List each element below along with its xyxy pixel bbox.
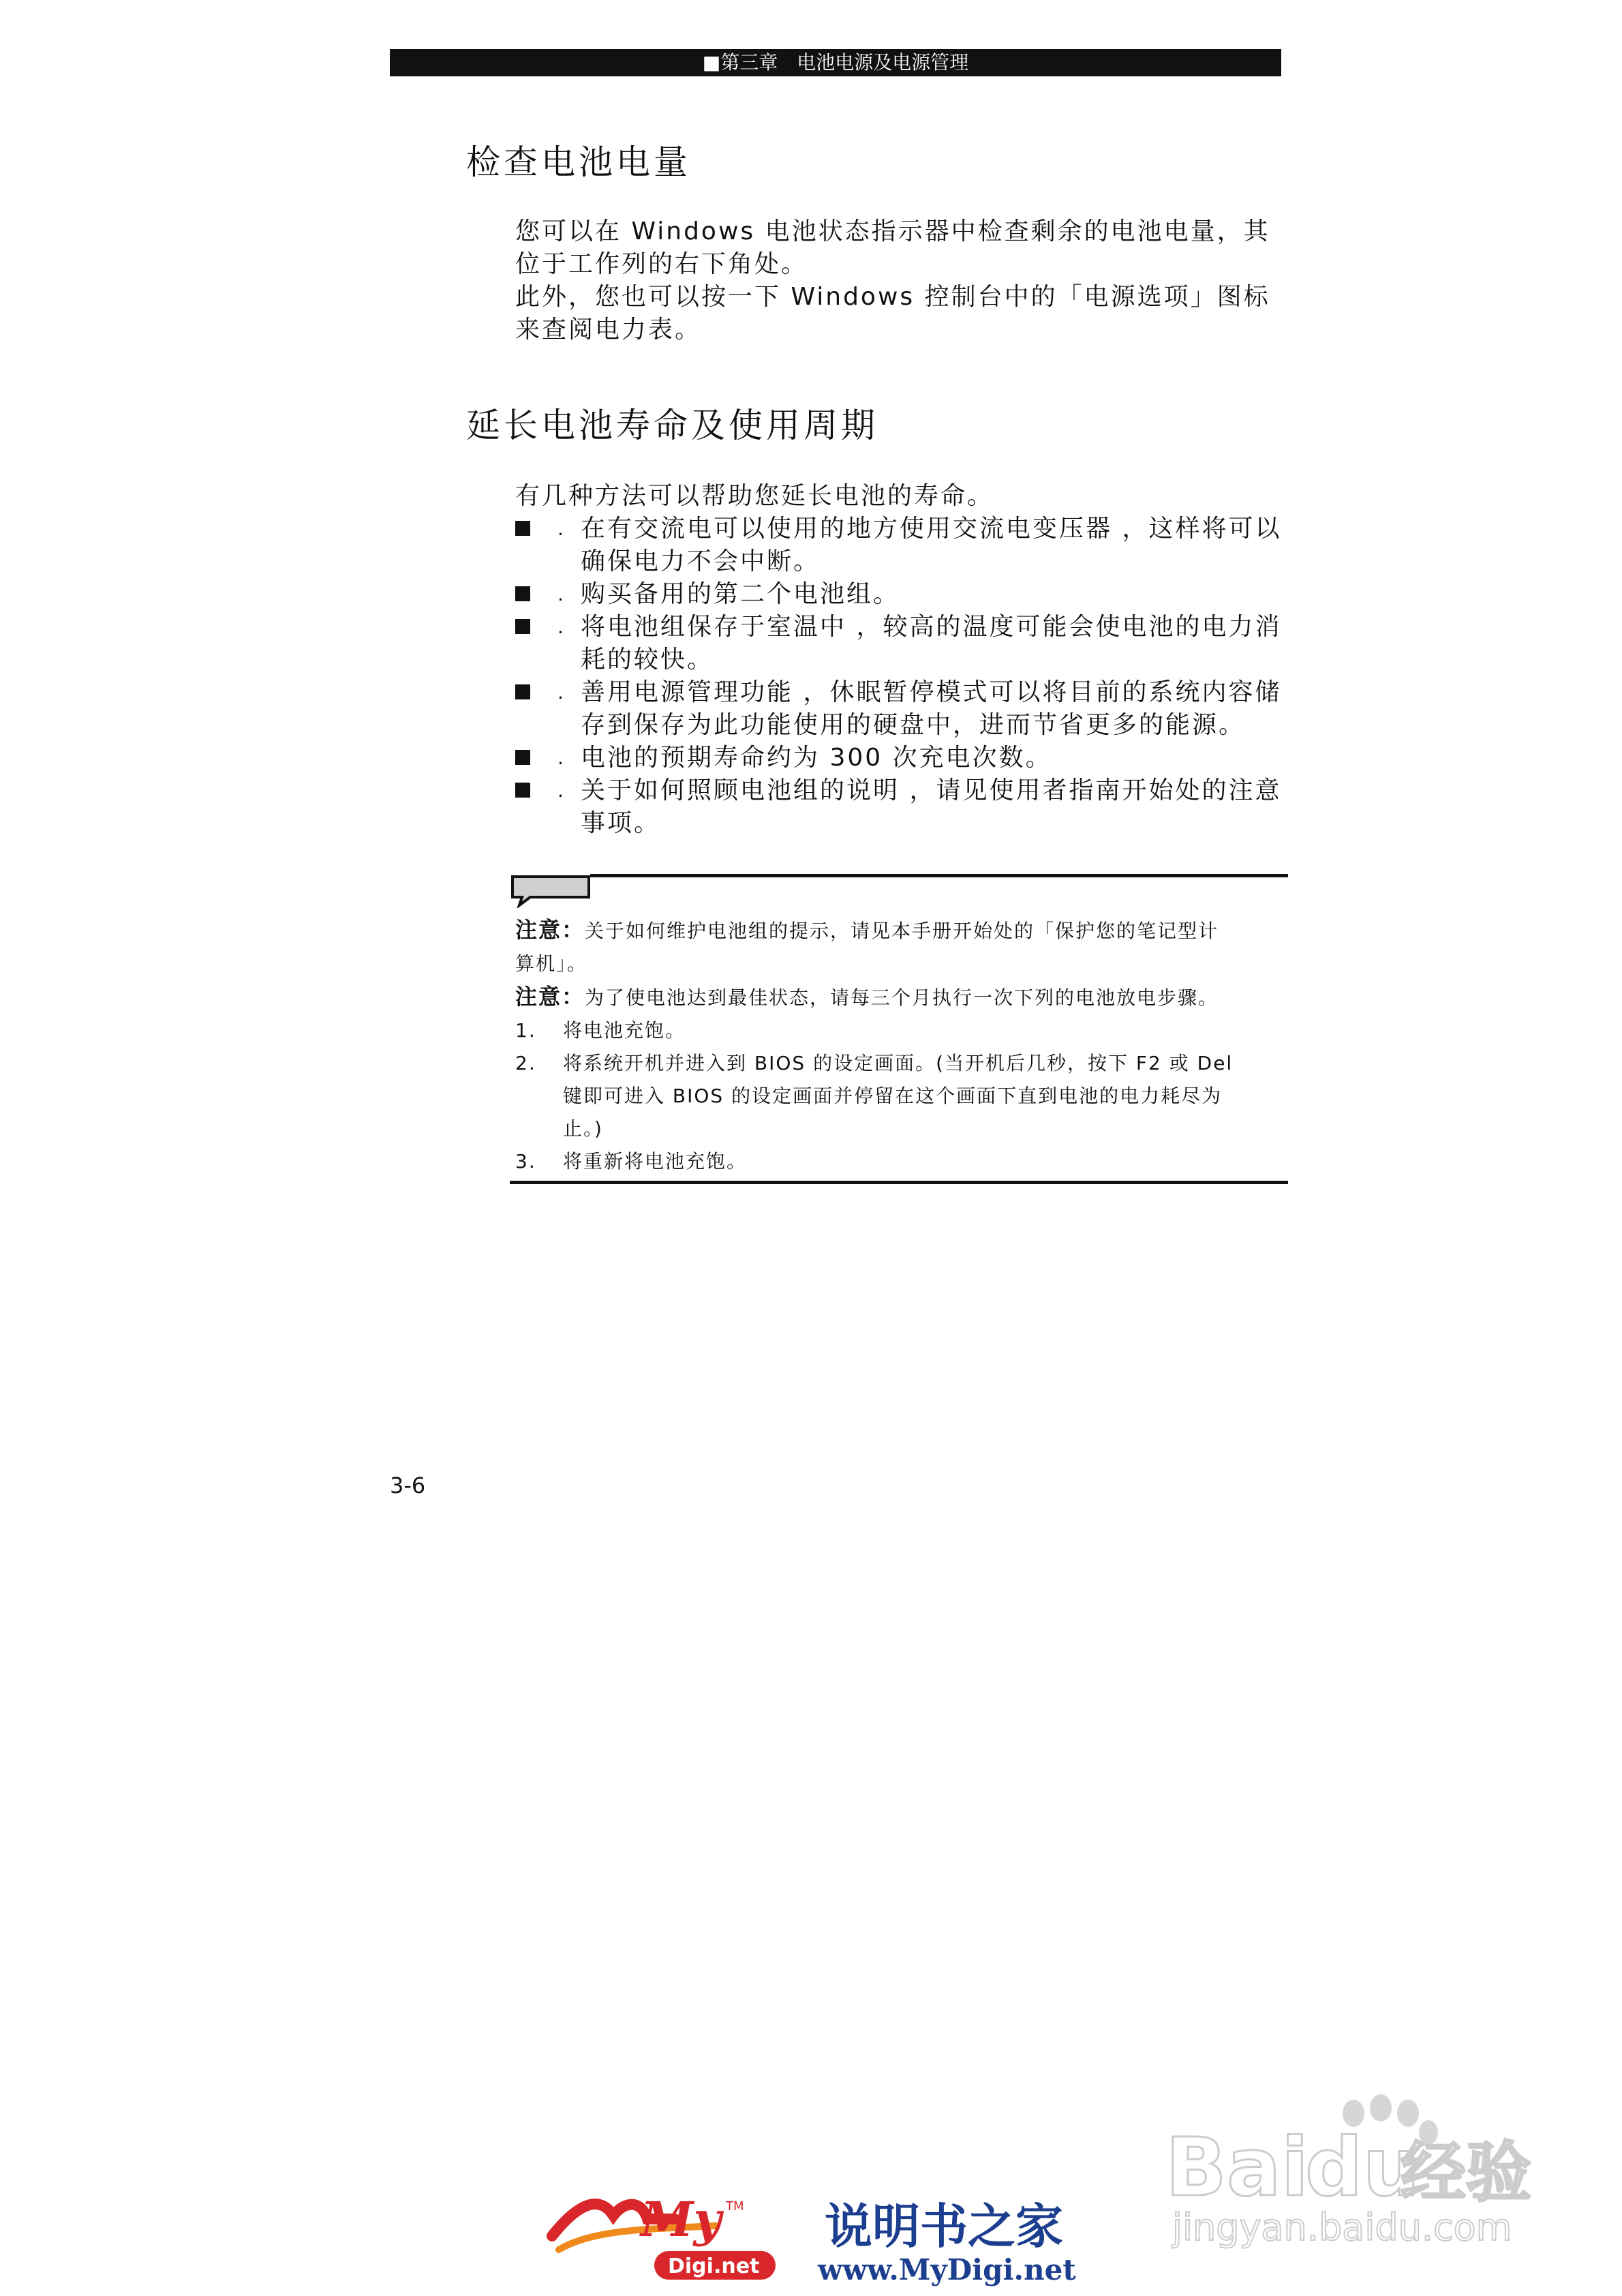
site-url: www.MyDigi.net (818, 2253, 1076, 2286)
step-number: 3. (515, 1150, 536, 1173)
list-item-text: 善用电源管理功能 ，休眠暂停模式可以将目前的系统内容储 (581, 678, 1282, 706)
list-item (515, 742, 1285, 774)
list-item-text: 存到保存为此功能使用的硬盘中，进而节省更多的能源。 (581, 711, 1246, 739)
paragraph-line: 此外，您也可以按一下 Windows 控制台中的「电源选项」图标 (515, 283, 1270, 311)
discharge-step (515, 1145, 1285, 1178)
note-text: 为了使电池达到最佳状态，请每三个月执行一次下列的电池放电步骤。 (585, 986, 1219, 1009)
baidu-jingyan-watermark (1159, 2093, 1540, 2250)
list-item-text: 事项。 (581, 809, 661, 837)
page-number: 3-6 (390, 1472, 426, 1498)
paragraph-line: 您可以在 Windows 电池状态指示器中检查剩余的电池电量，其 (515, 217, 1270, 245)
step-text: 将系统开机并进入到 BIOS 的设定画面。(当开机后几秒，按下 F2 或 Del (563, 1052, 1234, 1074)
note-label: 注意： (515, 917, 585, 943)
note-item (515, 980, 1285, 1014)
square-bullet-icon (515, 783, 530, 798)
step-number: 1. (515, 1019, 536, 1042)
logo-trademark: TM (726, 2199, 744, 2214)
chapter-title: ■第三章 电池电源及电源管理 (702, 51, 969, 74)
list-item (515, 774, 1285, 840)
list-item-text: 耗的较快。 (581, 646, 714, 674)
bullet-dot: . (557, 779, 566, 802)
list-item-text: 电池的预期寿命约为 300 次充电次数。 (581, 744, 1052, 772)
note-text: 算机」。 (515, 952, 588, 975)
note-speech-bubble-icon (510, 874, 593, 908)
square-bullet-icon (515, 521, 530, 536)
step-number: 2. (515, 1052, 536, 1074)
notes-box (515, 913, 1285, 1178)
bullet-dot: . (557, 681, 566, 704)
list-item-text: 在有交流电可以使用的地方使用交流电变压器 ，这样将可以 (581, 515, 1282, 543)
note-text: 关于如何维护电池组的提示，请见本手册开始处的「保护您的笔记型计 (585, 920, 1219, 942)
list-item-text: 确保电力不会中断。 (581, 547, 821, 575)
logo-badge-text: Digi.net (668, 2254, 760, 2278)
list-item-text: 购买备用的第二个电池组。 (581, 580, 900, 608)
paragraph-line: 位于工作列的右下角处。 (515, 250, 808, 278)
chapter-header (390, 49, 1281, 76)
bullet-dot: . (557, 746, 566, 769)
square-bullet-icon (515, 619, 530, 634)
note-label: 注意： (515, 984, 585, 1010)
note-bottom-divider (510, 1181, 1288, 1184)
list-item-text: 将电池组保存于室温中 ，较高的温度可能会使电池的电力消 (581, 613, 1282, 641)
list-item (515, 513, 1285, 578)
square-bullet-icon (515, 586, 530, 601)
section-intro: 有几种方法可以帮助您延长电池的寿命。 (515, 482, 994, 510)
bullet-dot: . (557, 616, 566, 638)
mydigi-footer-logo (538, 2188, 1118, 2291)
discharge-step (515, 1014, 1285, 1047)
list-item-text: 关于如何照顾电池组的说明 ，请见使用者指南开始处的注意 (581, 776, 1282, 804)
step-text: 将电池充饱。 (563, 1019, 686, 1042)
bullet-dot: . (557, 517, 566, 540)
section-title-extend-battery-life: 延长电池寿命及使用周期 (466, 406, 878, 445)
tips-list (515, 513, 1285, 840)
step-text: 将重新将电池充饱。 (563, 1150, 748, 1173)
watermark-brand-b: du (1305, 2120, 1420, 2214)
paragraph-line: 来查阅电力表。 (515, 316, 702, 344)
watermark-url: jingyan.baidu.com (1172, 2206, 1512, 2249)
site-name: 说明书之家 (825, 2199, 1063, 2254)
watermark-brand-a: Bai (1165, 2120, 1309, 2214)
section-title-check-battery: 检查电池电量 (466, 142, 691, 182)
note-item (515, 913, 1285, 948)
bullet-dot: . (557, 583, 566, 605)
logo-text: My (641, 2191, 722, 2248)
step-text: 键即可进入 BIOS 的设定画面并停留在这个画面下直到电池的电力耗尽为 (563, 1085, 1223, 1107)
list-item (515, 578, 1285, 611)
list-item (515, 676, 1285, 742)
list-item (515, 611, 1285, 676)
discharge-step (515, 1047, 1285, 1145)
watermark-brand-c: 经验 (1401, 2134, 1531, 2211)
square-bullet-icon (515, 684, 530, 699)
step-text: 止。) (563, 1117, 603, 1140)
note-top-divider (590, 874, 1288, 877)
square-bullet-icon (515, 750, 530, 765)
